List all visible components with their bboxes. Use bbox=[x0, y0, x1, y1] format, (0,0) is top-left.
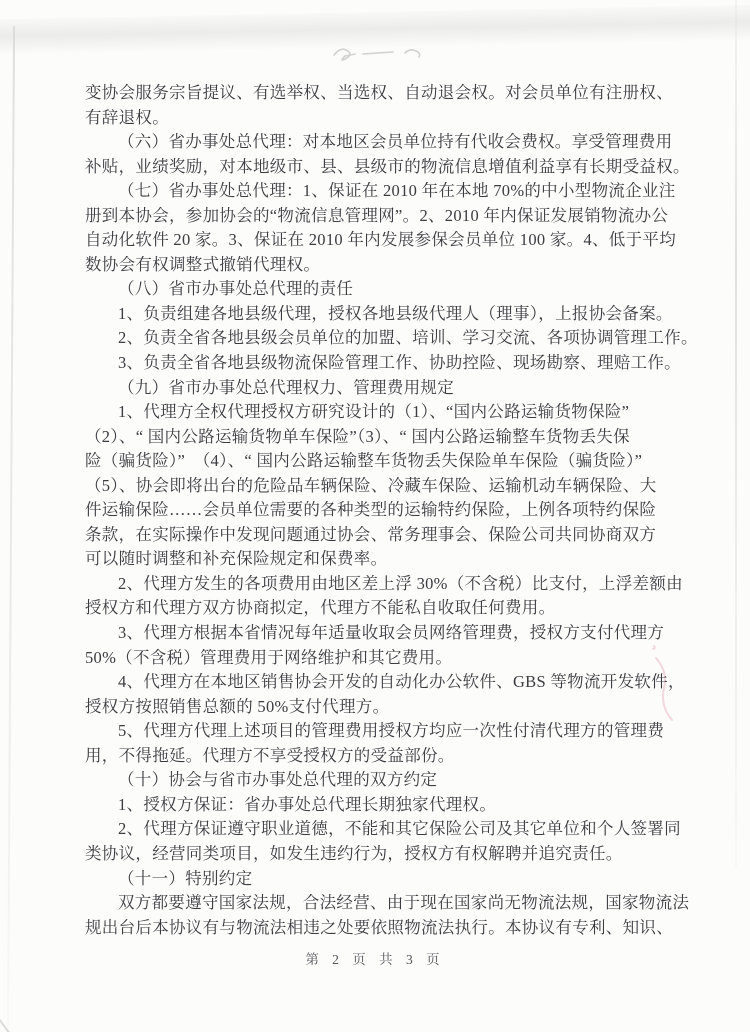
text-line: 1、代理方全权代理授权方研究设计的（1）、“国内公路运输货物保险” bbox=[118, 402, 630, 422]
text-line: 变协会服务宗旨提议、有选举权、当选权、自动退会权。对会员单位有注册权、 bbox=[85, 83, 673, 102]
text-line: （十）协会与省市办事处总代理的双方约定 bbox=[118, 770, 438, 790]
text-line: 1、授权方保证：省办事处总代理长期独家代理权。 bbox=[118, 794, 497, 814]
text-line: （5）、协会即将出台的危险品车辆保险、冷藏车保险、运输机动车辆保险、大 bbox=[85, 475, 657, 495]
text-line: 册到本协会，参加协会的“物流信息管理网”。2、2010 年内保证发展销物流办公 bbox=[85, 205, 669, 225]
text-line: 双方都要遵守国家法规，合法经营、由于现在国家尚无物流法规，国家物流法 bbox=[118, 893, 690, 913]
text-line: 2、代理方保证遵守职业道德，不能和其它保险公司及其它单位和个人签署同 bbox=[118, 819, 681, 839]
text-line: 补贴，业绩奖励，对本地级市、县、县级市的物流信息增值利益享有长期受益权。 bbox=[85, 156, 690, 176]
text-line: 1、负责组建各地县级代理，授权各地县级代理人（理事），上报协会备案。 bbox=[118, 303, 673, 323]
text-line: 类协议，经营同类项目，如发生违约行为，授权方有权解聘并追究责任。 bbox=[85, 843, 623, 863]
page-corner-fold-line bbox=[0, 1000, 37, 1032]
text-line: 有辞退权。 bbox=[85, 107, 169, 127]
text-line: 50%（不含税）管理费用于网络维护和其它费用。 bbox=[85, 647, 453, 667]
text-line: （十一）特别约定 bbox=[118, 868, 253, 888]
text-line: （八）省市办事处总代理的责任 bbox=[118, 279, 354, 299]
text-line: 件运输保险……会员单位需要的各种类型的运输特约保险，上例各项特约保险 bbox=[85, 500, 657, 520]
text-line: 数协会有权调整式撤销代理权。 bbox=[85, 254, 321, 274]
text-line: 2、负责全省各地县级会员单位的加盟、培训、学习交流、各项协调管理工作。 bbox=[118, 328, 698, 348]
text-line: 规出台后本协议有与物流法相违之处要依照物流法执行。本协议有专利、知识、 bbox=[85, 917, 673, 937]
document-body bbox=[85, 81, 700, 940]
text-line: （2）、“ 国内公路运输货物单车保险”（3）、“ 国内公路运输整车货物丢失保 bbox=[85, 426, 630, 446]
text-line: 3、代理方根据本省情况每年适量收取会员网络管理费，授权方支付代理方 bbox=[118, 623, 665, 643]
pencil-scribble-mark bbox=[330, 40, 470, 66]
text-line: （六）省办事处总代理：对本地区会员单位持有代收会费权。享受管理费用 bbox=[118, 132, 673, 152]
text-line: 2、代理方发生的各项费用由地区差上浮 30%（不含税）比支付，上浮差额由 bbox=[118, 573, 683, 593]
text-line: 用，不得拖延。代理方不享受授权方的受益部份。 bbox=[85, 745, 455, 765]
text-line: 险（骗货险）” （4）、“ 国内公路运输整车货物丢失保险单车保险（骗货险）” bbox=[85, 451, 643, 471]
text-line: 可以随时调整和补充保险规定和保费率。 bbox=[85, 549, 388, 569]
text-line: 4、代理方在本地区销售协会开发的自动化办公软件、GBS 等物流开发软件， bbox=[118, 672, 685, 692]
text-line: 5、代理方代理上述项目的管理费用授权方均应一次性付清代理方的管理费 bbox=[118, 721, 665, 741]
text-line: （七）省办事处总代理：1、保证在 2010 年在本地 70%的中小型物流企业注 bbox=[118, 181, 676, 201]
page-edge-line-right bbox=[735, 0, 737, 868]
text-line: 授权方按照销售总额的 50%支付代理方。 bbox=[85, 696, 390, 716]
text-line: 授权方和代理方双方协商拟定，代理方不能私自收取任何费用。 bbox=[85, 598, 556, 618]
text-line: 条款，在实际操作中发现问题通过协会、常务理事会、保险公司共同协商双方 bbox=[85, 524, 657, 544]
text-line: 3、负责全省各地县级物流保险管理工作、协助控险、现场勘察、理赔工作。 bbox=[118, 353, 681, 373]
page-edge-line-left bbox=[7, 26, 15, 1032]
page-number-footer: 第 2 页 共 3 页 bbox=[305, 952, 445, 967]
text-line: （九）省市办事处总代理权力、管理费用规定 bbox=[118, 377, 454, 397]
text-line: 自动化软件 20 家。3、保证在 2010 年内发展参保会员单位 100 家。4、低于平均 bbox=[85, 230, 676, 250]
